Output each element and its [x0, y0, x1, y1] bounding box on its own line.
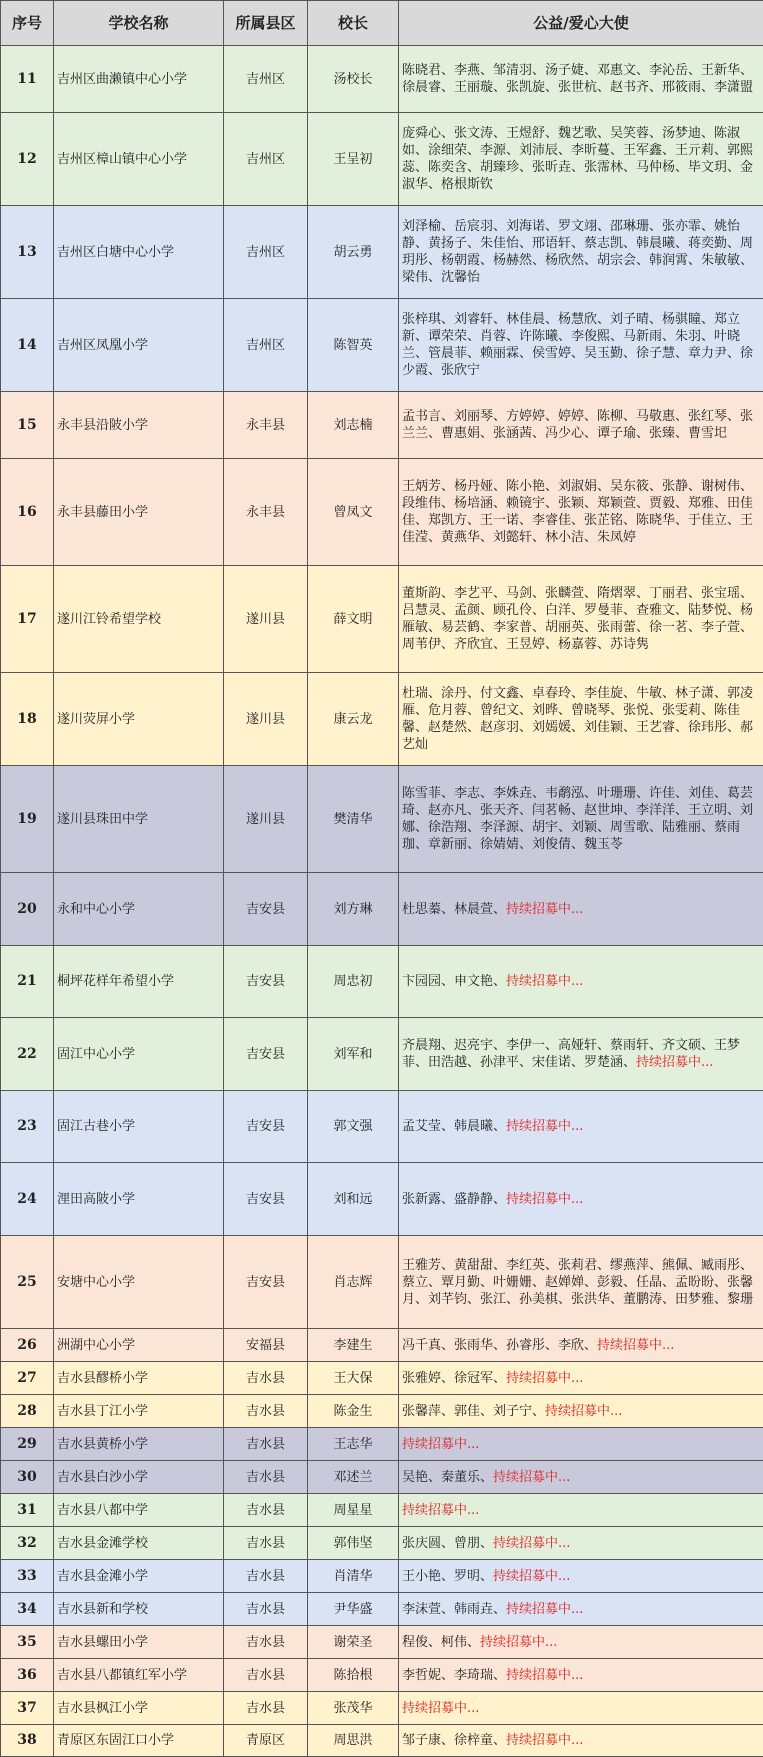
county-name: 遂川县	[224, 766, 308, 873]
county-name: 吉安县	[224, 1091, 308, 1163]
county-name: 吉州区	[224, 299, 308, 392]
table-header	[1, 1, 763, 46]
school-name: 吉州区凤凰小学	[54, 299, 224, 392]
row-number: 25	[1, 1236, 54, 1329]
table-row	[1, 1692, 763, 1725]
principal-name: 陈拾根	[308, 1659, 399, 1692]
ambassador-names: 杜思蓁、林晨萱、	[402, 902, 506, 917]
table-row	[1, 299, 763, 392]
row-number: 36	[1, 1659, 54, 1692]
recruiting-status: 持续招募中...	[493, 1536, 570, 1551]
county-name: 永丰县	[224, 459, 308, 566]
school-name: 遂川江铃希望学校	[54, 566, 224, 673]
county-name: 遂川县	[224, 566, 308, 673]
table-body	[1, 46, 763, 1757]
principal-name: 陈金生	[308, 1395, 399, 1428]
ambassador-list	[399, 392, 763, 459]
row-number: 14	[1, 299, 54, 392]
ambassador-list	[399, 766, 763, 873]
school-name: 遂川县珠田中学	[54, 766, 224, 873]
ambassador-names: 王炳芳、杨丹娅、陈小艳、刘淑娟、吴东筱、张静、谢树伟、段维伟、杨培涵、赖镜宇、张颖、郑颖萱、贾毅、郑雅、田佳佳、郑凯方、王一诺、李睿佳、张芷铭、陈晓华、于佳立、王佳滢、黄燕华、刘懿轩、林小洁、朱凤婷	[402, 479, 753, 545]
county-name: 永丰县	[224, 392, 308, 459]
ambassador-names: 张新露、盛静静、	[402, 1192, 506, 1207]
ambassador-list	[399, 1329, 763, 1362]
recruiting-status: 持续招募中...	[506, 974, 583, 989]
table-row	[1, 1593, 763, 1626]
principal-name: 周忠初	[308, 946, 399, 1018]
ambassador-names: 张梓琪、刘睿轩、林佳晨、杨慧欣、刘子晴、杨骐瞳、郑立新、谭荣荣、肖蓉、许陈曦、李俊熙、马新雨、朱羽、叶晓兰、管晨菲、赖丽霖、侯雪婷、吴玉勤、徐子慧、章力尹、徐少霞、张欣宁	[402, 312, 753, 378]
county-name: 吉水县	[224, 1659, 308, 1692]
row-number: 18	[1, 673, 54, 766]
school-name: 吉水县八都中学	[54, 1494, 224, 1527]
principal-name: 郭文强	[308, 1091, 399, 1163]
principal-name: 李建生	[308, 1329, 399, 1362]
table-row	[1, 1461, 763, 1494]
school-name: 吉州区樟山镇中心小学	[54, 113, 224, 206]
ambassador-list	[399, 673, 763, 766]
table-row	[1, 1560, 763, 1593]
row-number: 26	[1, 1329, 54, 1362]
school-name: 永丰县藤田小学	[54, 459, 224, 566]
school-name: 吉水县黄桥小学	[54, 1428, 224, 1461]
table-row	[1, 392, 763, 459]
recruiting-status: 持续招募中...	[506, 1602, 583, 1617]
principal-name: 陈智英	[308, 299, 399, 392]
ambassador-list	[399, 1494, 763, 1527]
ambassador-list	[399, 1091, 763, 1163]
school-name: 吉水县丁江小学	[54, 1395, 224, 1428]
ambassador-list	[399, 1560, 763, 1593]
principal-name: 刘和远	[308, 1163, 399, 1236]
county-name: 遂川县	[224, 673, 308, 766]
school-name: 安塘中心小学	[54, 1236, 224, 1329]
row-number: 15	[1, 392, 54, 459]
principal-name: 康云龙	[308, 673, 399, 766]
table-row	[1, 206, 763, 299]
county-name: 吉水县	[224, 1428, 308, 1461]
ambassador-names: 杜瑞、涂丹、付文鑫、卓春玲、李佳旋、牛敏、林子潇、郭凌雁、危月蓉、曾纪文、刘晔、曾晓琴、张悦、张雯莉、陈佳馨、赵楚然、赵彦羽、刘嫣媛、刘佳颖、王艺睿、徐玮彤、郝艺灿	[402, 686, 753, 752]
school-name: 吉水县白沙小学	[54, 1461, 224, 1494]
table-row	[1, 1236, 763, 1329]
county-name: 吉水县	[224, 1626, 308, 1659]
table-row	[1, 46, 763, 113]
table-row	[1, 1163, 763, 1236]
row-number: 34	[1, 1593, 54, 1626]
ambassador-list	[399, 1461, 763, 1494]
table-row	[1, 1395, 763, 1428]
header-no: 序号	[1, 1, 54, 46]
county-name: 吉州区	[224, 46, 308, 113]
ambassador-names: 李哲妮、李琦瑞、	[402, 1668, 506, 1683]
ambassador-list	[399, 1395, 763, 1428]
principal-name: 王志华	[308, 1428, 399, 1461]
ambassador-list	[399, 873, 763, 946]
principal-name: 樊清华	[308, 766, 399, 873]
ambassador-names: 程俊、柯伟、	[402, 1635, 480, 1650]
school-name: 吉州区曲濑镇中心小学	[54, 46, 224, 113]
row-number: 33	[1, 1560, 54, 1593]
school-name: 青原区东固江口小学	[54, 1725, 224, 1757]
ambassador-list	[399, 1527, 763, 1560]
recruiting-status: 持续招募中...	[506, 1668, 583, 1683]
table-row	[1, 1725, 763, 1757]
recruiting-status: 持续招募中...	[506, 902, 583, 917]
header-principal: 校长	[308, 1, 399, 46]
county-name: 安福县	[224, 1329, 308, 1362]
row-number: 35	[1, 1626, 54, 1659]
ambassador-names: 吴艳、秦董乐、	[402, 1470, 493, 1485]
school-name: 固江中心小学	[54, 1018, 224, 1091]
recruiting-status: 持续招募中...	[480, 1635, 557, 1650]
ambassador-list	[399, 566, 763, 673]
row-number: 12	[1, 113, 54, 206]
recruiting-status: 持续招募中...	[402, 1503, 479, 1518]
row-number: 28	[1, 1395, 54, 1428]
recruiting-status: 持续招募中...	[506, 1192, 583, 1207]
principal-name: 张茂华	[308, 1692, 399, 1725]
table-row	[1, 1494, 763, 1527]
ambassador-list	[399, 1692, 763, 1725]
ambassador-names: 邹子康、徐梓童、	[402, 1733, 506, 1748]
table-row	[1, 946, 763, 1018]
county-name: 吉水县	[224, 1692, 308, 1725]
recruiting-status: 持续招募中...	[506, 1119, 583, 1134]
table-row	[1, 766, 763, 873]
table-row	[1, 1018, 763, 1091]
ambassador-list	[399, 1362, 763, 1395]
ambassador-names: 董斯韵、李艺平、马剑、张麟萱、隋熠翠、丁丽君、张宝瑶、吕慧灵、孟颜、顾孔伶、白洋、罗曼菲、查雅文、陆梦悦、杨雁敏、易芸鹤、李家普、胡丽英、张雨蕾、徐一茗、李子萱、周苇伊、齐欣宜、王昱婷、杨嘉蓉、苏诗隽	[402, 586, 753, 652]
principal-name: 曾凤文	[308, 459, 399, 566]
row-number: 17	[1, 566, 54, 673]
ambassador-list	[399, 1428, 763, 1461]
school-name: 吉水县八都镇红军小学	[54, 1659, 224, 1692]
row-number: 30	[1, 1461, 54, 1494]
principal-name: 周思洪	[308, 1725, 399, 1757]
principal-name: 薛文明	[308, 566, 399, 673]
principal-name: 谢荣圣	[308, 1626, 399, 1659]
ambassador-list	[399, 1018, 763, 1091]
table-row	[1, 566, 763, 673]
county-name: 吉州区	[224, 206, 308, 299]
row-number: 13	[1, 206, 54, 299]
ambassador-list	[399, 459, 763, 566]
ambassador-list	[399, 1659, 763, 1692]
principal-name: 王呈初	[308, 113, 399, 206]
school-name: 吉水县金滩学校	[54, 1527, 224, 1560]
row-number: 19	[1, 766, 54, 873]
recruiting-status: 持续招募中...	[402, 1701, 479, 1716]
table-row	[1, 459, 763, 566]
county-name: 吉水县	[224, 1527, 308, 1560]
header-row	[1, 1, 763, 46]
recruiting-status: 持续招募中...	[597, 1338, 674, 1353]
table-row	[1, 1428, 763, 1461]
ambassador-names: 冯千真、张雨华、孙睿彤、李欣、	[402, 1338, 597, 1353]
row-number: 24	[1, 1163, 54, 1236]
row-number: 22	[1, 1018, 54, 1091]
ambassador-list	[399, 113, 763, 206]
recruiting-status: 持续招募中...	[506, 1371, 583, 1386]
ambassador-names: 刘泽榆、岳宸羽、刘海诺、罗文翊、邵琳珊、张亦霏、姚怡静、黄扬子、朱佳怡、邢语轩、蔡志凯、韩晨曦、蒋奕勤、周玥彤、杨朝霞、杨赫然、杨欣然、胡宗会、韩润霄、朱敏敏、梁伟、沈馨怡	[402, 219, 753, 285]
principal-name: 肖清华	[308, 1560, 399, 1593]
school-name: 永和中心小学	[54, 873, 224, 946]
school-name: 吉水县金滩小学	[54, 1560, 224, 1593]
principal-name: 胡云勇	[308, 206, 399, 299]
row-number: 32	[1, 1527, 54, 1560]
principal-name: 邓述兰	[308, 1461, 399, 1494]
principal-name: 周星星	[308, 1494, 399, 1527]
row-number: 31	[1, 1494, 54, 1527]
recruiting-status: 持续招募中...	[493, 1569, 570, 1584]
row-number: 20	[1, 873, 54, 946]
ambassador-names: 陈雪菲、李志、李姝垚、韦鹬泓、叶珊珊、许佳、刘佳、葛芸琦、赵亦凡、张天齐、闫茗畅、赵世坤、李洋洋、王立明、刘娜、徐浩翔、李泽源、胡宇、刘颖、周雪歌、陆雅丽、蔡雨珈、章新丽、徐婧婧、刘俊倩、魏玉苓	[402, 786, 753, 852]
ambassador-list	[399, 46, 763, 113]
principal-name: 刘军和	[308, 1018, 399, 1091]
header-school: 学校名称	[54, 1, 224, 46]
county-name: 吉安县	[224, 1163, 308, 1236]
row-number: 11	[1, 46, 54, 113]
school-name: 浬田高陂小学	[54, 1163, 224, 1236]
school-name: 吉水县新和学校	[54, 1593, 224, 1626]
recruiting-status: 持续招募中...	[636, 1055, 713, 1070]
ambassador-list	[399, 1236, 763, 1329]
row-number: 29	[1, 1428, 54, 1461]
table-row	[1, 113, 763, 206]
ambassador-names: 张馨萍、郭佳、刘子宁、	[402, 1404, 545, 1419]
county-name: 吉水县	[224, 1560, 308, 1593]
county-name: 吉水县	[224, 1395, 308, 1428]
row-number: 16	[1, 459, 54, 566]
row-number: 38	[1, 1725, 54, 1757]
ambassador-names: 陈晓君、李燕、邹清羽、汤子婕、邓惠文、李沁岳、王新华、徐晨睿、王丽璇、张凯旋、张世杭、赵书齐、邢筱雨、李潇盟	[402, 63, 753, 95]
recruiting-status: 持续招募中...	[545, 1404, 622, 1419]
row-number: 37	[1, 1692, 54, 1725]
table-row	[1, 873, 763, 946]
ambassador-list	[399, 946, 763, 1018]
header-ambassadors: 公益/爱心大使	[399, 1, 763, 46]
table-row	[1, 673, 763, 766]
school-name: 桐坪花样年希望小学	[54, 946, 224, 1018]
table-row	[1, 1527, 763, 1560]
county-name: 吉安县	[224, 1018, 308, 1091]
recruiting-status: 持续招募中...	[493, 1470, 570, 1485]
county-name: 吉水县	[224, 1593, 308, 1626]
recruiting-status: 持续招募中...	[402, 1437, 479, 1452]
table-row	[1, 1659, 763, 1692]
principal-name: 刘志楠	[308, 392, 399, 459]
ambassador-names: 庞舜心、张文涛、王煜舒、魏艺歌、吴笑蓉、汤梦迪、陈淑如、涂细荣、李源、刘沛辰、李昕蔓、王军鑫、王亓莉、郭熙蕊、陈奕含、胡臻珍、张昕垚、张霈林、马仲杨、毕文玥、金淑华、格根斯钦	[402, 126, 753, 192]
ambassador-names: 孟艾莹、韩晨曦、	[402, 1119, 506, 1134]
school-name: 吉水县螺田小学	[54, 1626, 224, 1659]
ambassador-names: 孟书言、刘丽琴、方婷婷、婷婷、陈柳、马敬惠、张红琴、张兰兰、曹惠娟、张涵茜、冯少心、谭子瑜、张臻、曹雪圯	[402, 409, 753, 441]
table-row	[1, 1626, 763, 1659]
ambassador-names: 卞园园、申文艳、	[402, 974, 506, 989]
school-name: 洲湖中心小学	[54, 1329, 224, 1362]
county-name: 吉水县	[224, 1494, 308, 1527]
table-row	[1, 1362, 763, 1395]
principal-name: 王大保	[308, 1362, 399, 1395]
county-name: 吉州区	[224, 113, 308, 206]
school-name: 固江古巷小学	[54, 1091, 224, 1163]
principal-name: 汤校长	[308, 46, 399, 113]
county-name: 青原区	[224, 1725, 308, 1757]
ambassador-list	[399, 1626, 763, 1659]
ambassador-list	[399, 206, 763, 299]
ambassador-list	[399, 1725, 763, 1757]
row-number: 21	[1, 946, 54, 1018]
county-name: 吉安县	[224, 946, 308, 1018]
school-name: 吉水县醪桥小学	[54, 1362, 224, 1395]
county-name: 吉水县	[224, 1461, 308, 1494]
table-row	[1, 1329, 763, 1362]
row-number: 23	[1, 1091, 54, 1163]
school-name: 遂川荧屏小学	[54, 673, 224, 766]
ambassador-names: 张雅婷、徐冠军、	[402, 1371, 506, 1386]
ambassador-names: 齐晨翔、迟亮宇、李伊一、高娅轩、蔡雨轩、齐文硕、王梦菲、田浩越、孙津平、宋佳诺、罗楚涵、	[402, 1038, 740, 1070]
principal-name: 郭伟坚	[308, 1527, 399, 1560]
school-name: 吉州区白塘中心小学	[54, 206, 224, 299]
ambassador-list	[399, 1163, 763, 1236]
principal-name: 刘方琳	[308, 873, 399, 946]
county-name: 吉安县	[224, 1236, 308, 1329]
ambassador-names: 张庆圆、曾朋、	[402, 1536, 493, 1551]
county-name: 吉安县	[224, 873, 308, 946]
row-number: 27	[1, 1362, 54, 1395]
ambassador-names: 王雅芳、黄甜甜、李红英、张莉君、缪燕萍、熊佩、臧雨彤、蔡立、覃月勤、叶姗姗、赵婵婵、彭毅、任晶、孟盼盼、张馨月、刘芊钧、张江、孙美棋、张洪华、董鹏涛、田梦雅、黎珊	[402, 1258, 753, 1307]
county-name: 吉水县	[224, 1362, 308, 1395]
principal-name: 肖志辉	[308, 1236, 399, 1329]
header-county: 所属县区	[224, 1, 308, 46]
school-name: 吉水县枫江小学	[54, 1692, 224, 1725]
ambassador-list	[399, 1593, 763, 1626]
ambassador-names: 王小艳、罗明、	[402, 1569, 493, 1584]
principal-name: 尹华盛	[308, 1593, 399, 1626]
recruiting-status: 持续招募中...	[506, 1733, 583, 1748]
ambassador-names: 李沫萱、韩雨垚、	[402, 1602, 506, 1617]
table-row	[1, 1091, 763, 1163]
school-name: 永丰县沿陂小学	[54, 392, 224, 459]
ambassador-list	[399, 299, 763, 392]
